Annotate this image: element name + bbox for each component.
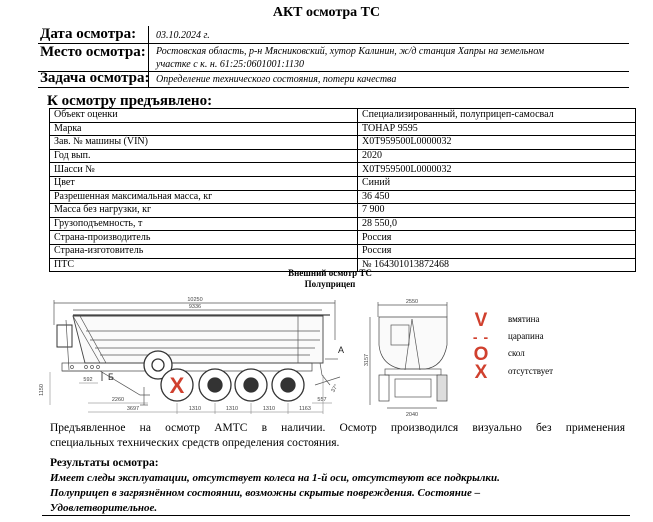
spec-table (49, 108, 636, 272)
spec-value: 36 450 (358, 190, 636, 204)
results-title: Результаты осмотра: (50, 457, 159, 469)
spec-key: Зав. № машины (VIN) (50, 136, 358, 150)
spec-row (50, 149, 636, 163)
spec-value: X0T959500L0000032 (358, 163, 636, 177)
spec-value: 7 900 (358, 204, 636, 218)
spec-key: Объект оценки (50, 109, 358, 123)
view-b-label: Б (108, 372, 114, 382)
spec-value: 2020 (358, 149, 636, 163)
view-a-label: А (338, 345, 345, 355)
spec-row (50, 122, 636, 136)
dim-rear-width: 2550 (405, 299, 419, 305)
inspection-note-line2: специальных технических средств определения состояния. (50, 437, 340, 449)
spec-key: Разрешенная максимальная масса, кг (50, 190, 358, 204)
chip-symbol-icon: O (473, 344, 489, 365)
document-title: АКТ осмотра ТС (272, 5, 381, 20)
place-row (38, 44, 629, 72)
legend-label: отсутствует (508, 366, 554, 376)
spec-value: X0T959500L0000032 (358, 136, 636, 150)
missing-symbol-icon: X (474, 362, 488, 383)
place-label: Место осмотра: (40, 44, 146, 60)
dim-body-length: 9336 (188, 304, 202, 310)
inspection-title-line2: Полуприцеп (304, 279, 356, 289)
spec-key: Страна-изготовитель (50, 244, 358, 258)
rear-view-drawing (365, 295, 460, 420)
inspection-note (50, 421, 625, 451)
place-separator (148, 44, 149, 71)
dim-axle-2: 1310 (225, 406, 239, 412)
dim-overall-length: 10250 (187, 297, 203, 303)
spec-row (50, 217, 636, 231)
place-value-line2: участке с к. н. 61:25:0601001:1130 (156, 59, 305, 70)
task-separator (148, 72, 149, 87)
date-label: Дата осмотра: (40, 26, 137, 42)
spec-key: Марка (50, 122, 358, 136)
dent-symbol-icon: V (474, 310, 488, 331)
task-value: Определение технического состояния, потери качества (156, 74, 397, 85)
dim-hitch-height: 1150 (39, 384, 45, 396)
spec-key: Страна-производитель (50, 231, 358, 245)
results-line1: Имеет следы эксплуатации, отсутствует колеса на 1-й оси, отсутствуют все подкрылки. (50, 472, 500, 484)
legend-label: царапина (508, 331, 544, 341)
spec-key: Масса без нагрузки, кг (50, 204, 358, 218)
dim-axle-3: 1310 (262, 406, 276, 412)
spec-key: Грузоподъемность, т (50, 217, 358, 231)
bottom-divider (42, 515, 630, 516)
spec-value: Россия (358, 231, 636, 245)
spec-value: Синий (358, 176, 636, 190)
dim-2260: 2260 (111, 397, 125, 403)
spec-row (50, 244, 636, 258)
spec-row (50, 204, 636, 218)
date-row (38, 26, 629, 44)
spec-key: Шасси № (50, 163, 358, 177)
dim-557: 557 (317, 397, 327, 403)
spec-row (50, 163, 636, 177)
results-line2: Полуприцеп в загрязнённом состоянии, возможны скрытые повреждения. Состояние – (50, 487, 481, 499)
inspection-title-line1: Внешний осмотр ТС (288, 268, 372, 278)
inspection-note-line1: Предъявленное на осмотр АМТС в наличии. Осмотр производился визуально без применения (50, 422, 625, 434)
spec-value: № 164301013872468 (358, 258, 636, 272)
spec-value: ТОНАР 9595 (358, 122, 636, 136)
missing-wheel-mark: X (169, 373, 185, 398)
dim-592: 592 (83, 377, 93, 383)
spec-key: Цвет (50, 176, 358, 190)
spec-row (50, 190, 636, 204)
spec-value: Специализированный, полуприцеп-самосвал (358, 109, 636, 123)
legend-label: скол (508, 348, 525, 358)
dim-axle-1: 1310 (188, 406, 202, 412)
dim-3697: 3697 (126, 406, 140, 412)
task-row (38, 72, 629, 88)
results-line3: Удовлетворительное. (50, 502, 158, 514)
results-text (50, 471, 630, 516)
side-view-drawing (40, 295, 360, 420)
spec-key: ПТС (50, 258, 358, 272)
spec-row (50, 231, 636, 245)
scratch-symbol-icon: - - (472, 329, 490, 345)
dim-angle: 37° (330, 383, 340, 394)
dim-rear-track: 2040 (405, 412, 419, 418)
legend-label: вмятина (508, 314, 540, 324)
date-value: 03.10.2024 г. (156, 30, 210, 41)
date-separator (148, 26, 149, 43)
body-outline (73, 316, 323, 363)
spec-value: 28 550,0 (358, 217, 636, 231)
section-title: К осмотру предъявлено: (47, 93, 213, 109)
task-label: Задача осмотра: (40, 70, 150, 86)
dim-rear-height: 3157 (364, 353, 370, 367)
inspection-title (270, 268, 390, 290)
spec-row (50, 136, 636, 150)
place-value (156, 45, 544, 71)
spec-key: Год вып. (50, 149, 358, 163)
spec-row (50, 109, 636, 123)
place-value-line1: Ростовская область, р-н Мясниковский, хутор Калинин, ж/д станция Хапры на земельном (156, 46, 545, 57)
dim-rear-overhang: 1163 (299, 406, 311, 412)
spec-row (50, 176, 636, 190)
spec-value: Россия (358, 244, 636, 258)
